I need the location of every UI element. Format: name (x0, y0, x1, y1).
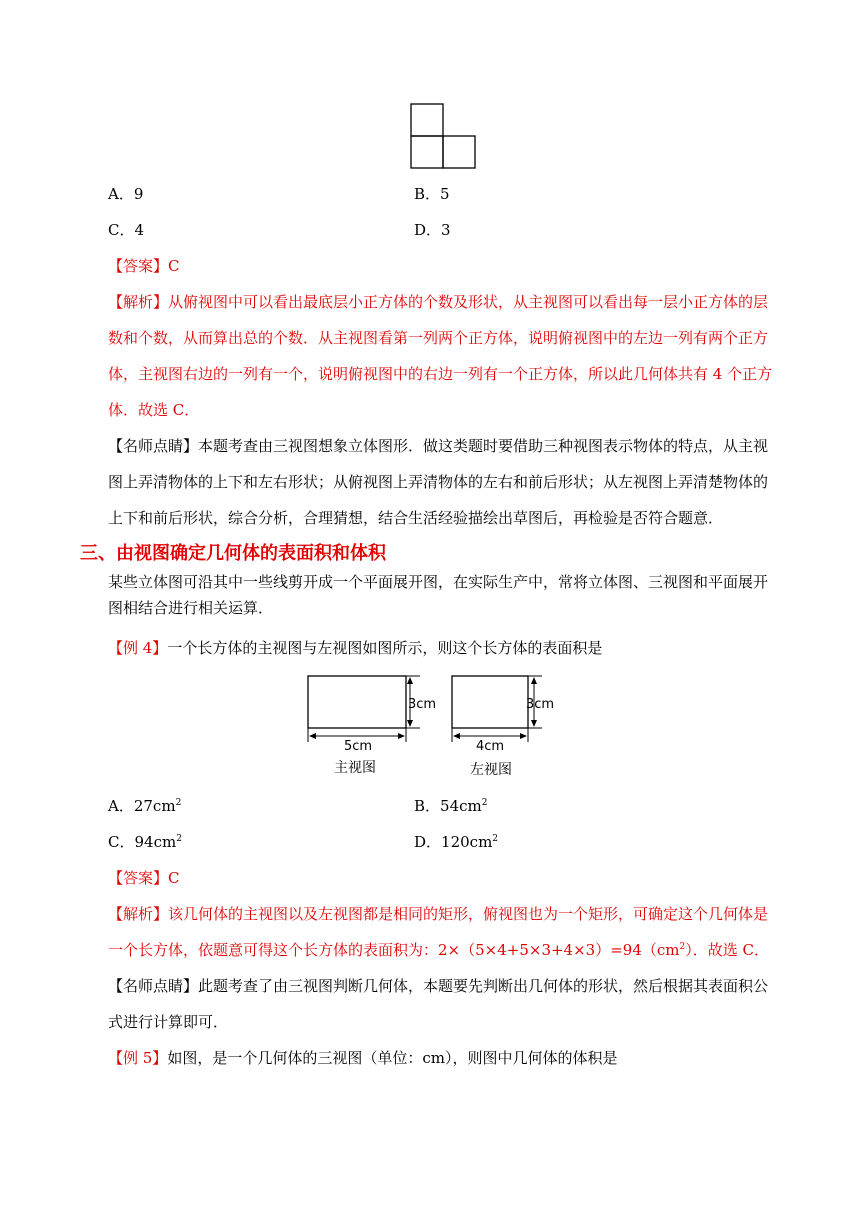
view-square-top (411, 104, 443, 136)
front-width-label: 5cm (344, 739, 373, 754)
front-height-arrow-up (407, 677, 413, 684)
q3-analysis-line: 体，主视图右边的一列有一个，说明俯视图中的右边一列有一个正方体，所以此几何体共有 4 个正方 (108, 365, 773, 383)
ex4-answer: 【答案】C (108, 869, 180, 887)
front-view-caption: 主视图 (334, 760, 376, 776)
ex4-option-b: B．$54cm^2$ (414, 797, 488, 815)
q3-comment-line: 图上弄清物体的上下和左右形状；从俯视图上弄清物体的左右和前后形状；从左视图上弄清楚物体的 (108, 473, 769, 491)
front-height-label: 3cm (408, 697, 437, 712)
ex4-option-c: C．$94cm^2$ (108, 833, 182, 851)
side-height-label: 3cm (526, 697, 555, 712)
side-view-caption: 左视图 (470, 762, 512, 778)
q3-answer: 【答案】C (108, 257, 180, 275)
front-width-arrow-left (309, 733, 316, 739)
ex4-analysis-line: 【解析】该几何体的主视图以及左视图都是相同的矩形，俯视图也为一个矩形，可确定这个几何体是 (108, 905, 769, 923)
side-width-arrow-left (453, 733, 460, 739)
side-width-label: 4cm (476, 739, 505, 754)
section-intro-line: 某些立体图可沿其中一些线剪开成一个平面展开图，在实际生产中，常将立体图、三视图和平面展开 (108, 573, 769, 591)
ex4-option-d: D．$120cm^2$ (414, 833, 499, 851)
section-intro-line: 图相结合进行相关运算． (108, 599, 274, 617)
front-width-arrow-right (398, 733, 405, 739)
ex4-comment-line: 【名师点睛】此题考查了由三视图判断几何体，本题要先判断出几何体的形状，然后根据其表面积公 (108, 977, 769, 995)
side-height-arrow-down (531, 720, 537, 727)
ex4-option-a: A．$27cm^2$ (108, 797, 182, 815)
q3-option-c: C．4 (108, 221, 145, 239)
q3-analysis-line: 体．故选 C． (108, 401, 200, 419)
view-square-bottom-left (411, 136, 443, 168)
q3-analysis-line: 【解析】从俯视图中可以看出最底层小正方体的个数及形状，从主视图可以看出每一层小正方体的层 (108, 293, 769, 311)
q3-analysis-line: 数和个数，从而算出总的个数．从主视图看第一列两个正方体，说明俯视图中的左边一列有两个正方 (108, 329, 769, 347)
section-heading: 三、由视图确定几何体的表面积和体积 (80, 543, 386, 564)
ex4-analysis-line: 一个长方体，依题意可得这个长方体的表面积为：$2\times(5\times 4+5\times 3+4\times 3)=94(cm^2)$．故选 C． (108, 941, 769, 959)
front-view-rect (308, 676, 406, 728)
q3-comment-line: 上下和前后形状，综合分析，合理猜想，结合生活经验描绘出草图后，再检验是否符合题意． (108, 509, 724, 527)
q3-option-a: A．9 (108, 185, 144, 203)
side-width-arrow-right (520, 733, 527, 739)
front-side-view-figure (300, 672, 560, 784)
q3-comment-line: 【名师点睛】本题考查由三视图想象立体图形．做这类题时要借助三种视图表示物体的特点，从主视 (108, 437, 769, 455)
q3-option-d: D．3 (414, 221, 451, 239)
example-5-question: 【例 5】如图，是一个几何体的三视图（单位：cm），则图中几何体的体积是 (108, 1049, 618, 1067)
cube-view-figure (408, 102, 480, 172)
q3-option-b: B．5 (414, 185, 450, 203)
side-view-rect (452, 676, 528, 728)
side-height-arrow-up (531, 677, 537, 684)
front-height-arrow-down (407, 720, 413, 727)
example-4-question: 【例 4】一个长方体的主视图与左视图如图所示，则这个长方体的表面积是 (108, 639, 603, 657)
ex4-comment-line: 式进行计算即可． (108, 1013, 229, 1031)
view-square-bottom-right (443, 136, 475, 168)
